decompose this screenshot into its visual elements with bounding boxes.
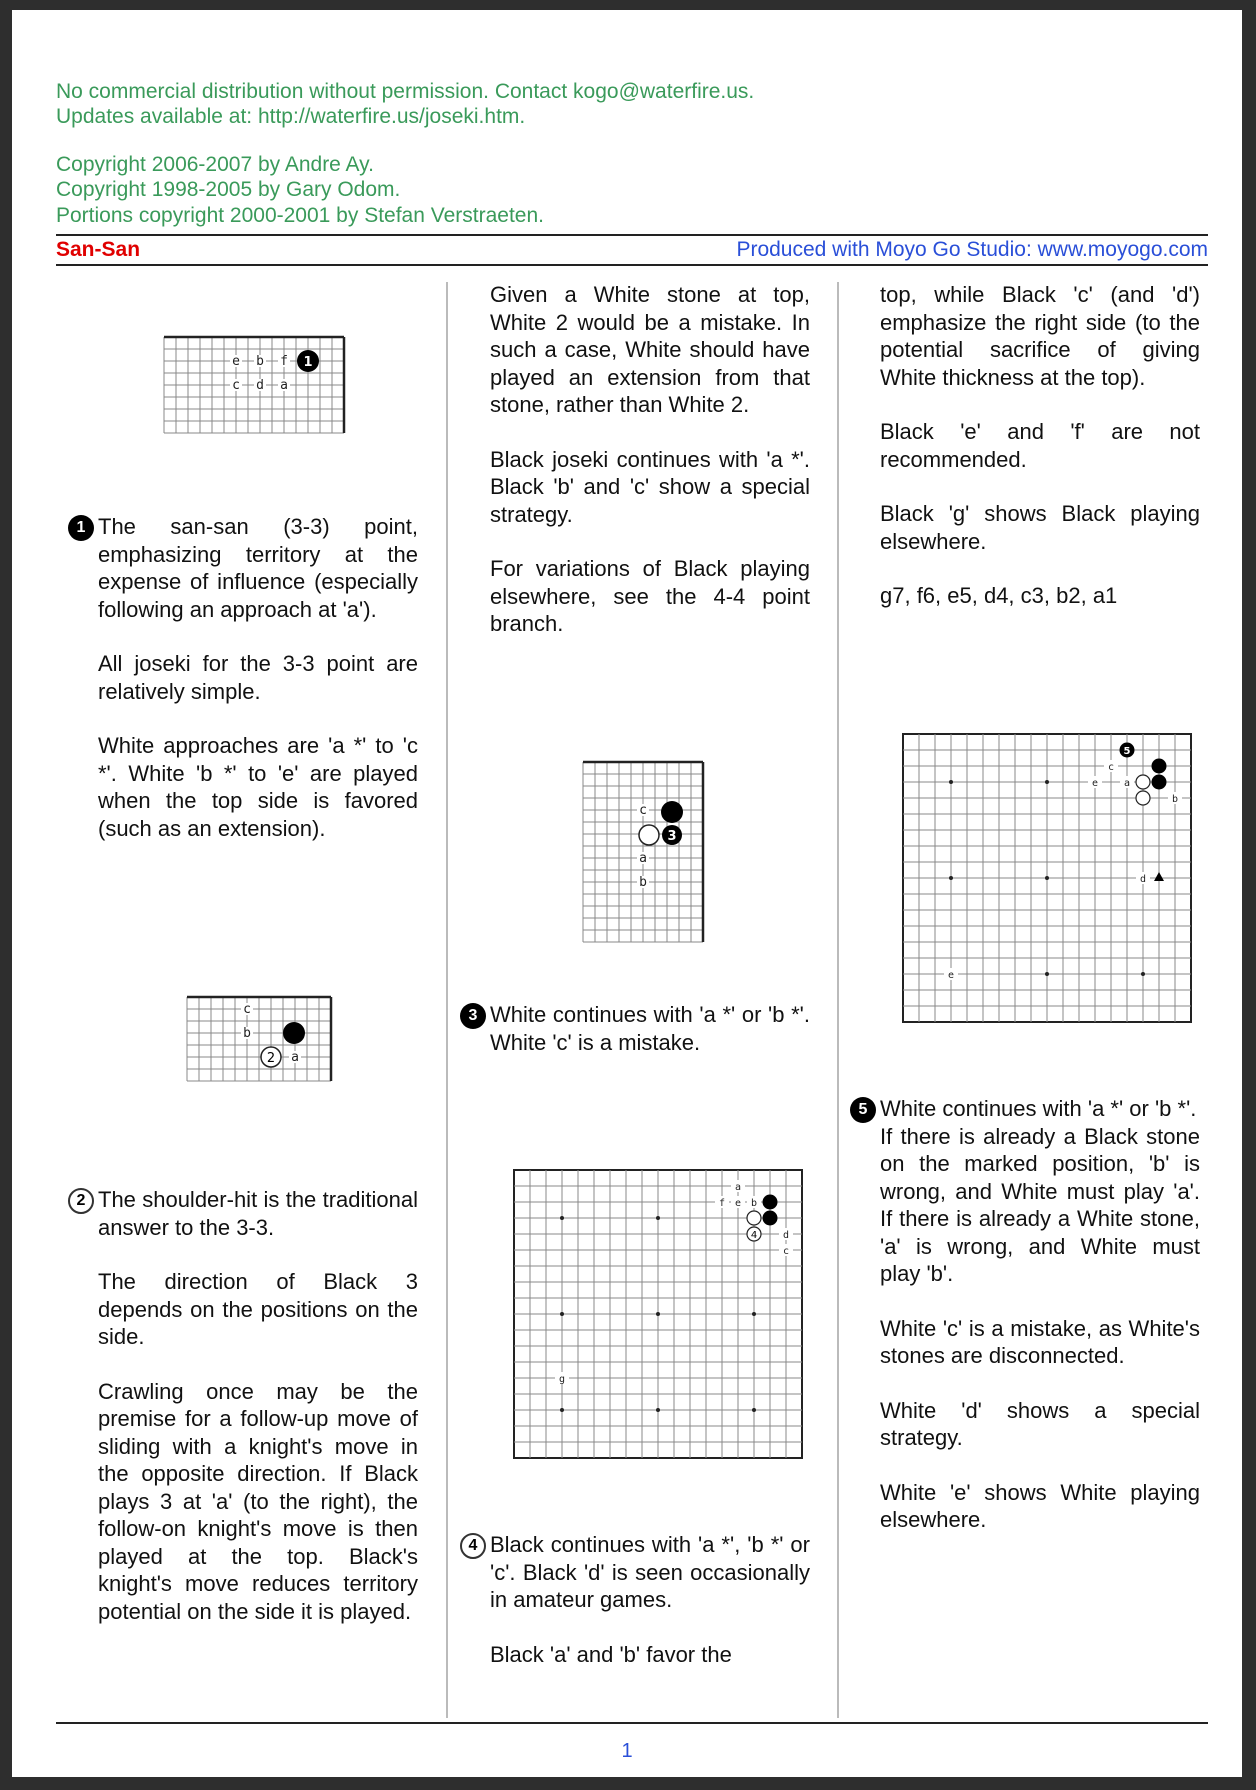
paragraph: top, while Black 'c' (and 'd') emphasize the right side (to the potential sacrifice of giving White thickness at the top). xyxy=(880,282,1200,390)
header-rule-top xyxy=(56,234,1208,236)
paragraph: Black joseki continues with 'a *'. Black 'b' and 'c' show a special strategy. xyxy=(490,446,810,527)
black-stone xyxy=(763,1195,778,1210)
paragraph: Crawling once may be the premise for a follow-up move of sliding with a knight's move in the opposite direction. If Black plays 3 at 'a' (to the right), the follow-on knight's move is then played at the top. Black's knight's move reduces territory potential on the side it is played. xyxy=(98,1378,418,1624)
paragraph: Black 'e' and 'f' are not recommended. xyxy=(880,419,1200,472)
move-number: 4 xyxy=(750,1230,758,1241)
distribution-notice: No commercial distribution without permission. Contact kogo@waterfire.us. xyxy=(56,80,755,103)
paragraph: If there is already a Black stone on the marked position, 'b' is wrong, and White must play 'a'. If there is already a White stone, 'a' is wrong, and White must play 'b'. xyxy=(880,1123,1200,1286)
column-divider-2 xyxy=(837,282,839,1718)
copyright-line-2: Copyright 1998-2005 by Gary Odom. xyxy=(56,178,401,201)
go-diagram-1 xyxy=(164,325,354,440)
go-diagram-4 xyxy=(502,1158,812,1468)
footer-rule xyxy=(56,1722,1208,1724)
letter-c: c xyxy=(782,1246,790,1257)
section-title: San-San xyxy=(56,238,141,261)
header-rule-bottom xyxy=(56,264,1208,266)
go-diagram-3 xyxy=(583,750,723,950)
paragraph: For variations of Black playing elsewhere, see the 4-4 point branch. xyxy=(490,556,810,636)
letter-e: e xyxy=(734,1198,742,1209)
paragraph: The san-san (3-3) point, emphasizing territory at the expense of influence (especially following an approach at 'a'). xyxy=(98,514,418,622)
letter-a: a xyxy=(291,1050,299,1065)
move-5-marker: 5 xyxy=(850,1097,876,1123)
white-stone xyxy=(1136,791,1150,805)
letter-d: d xyxy=(1139,874,1147,885)
paragraph: Black 'g' shows Black playing elsewhere. xyxy=(880,501,1200,554)
letter-b: b xyxy=(1171,794,1179,805)
move-2-marker: 2 xyxy=(68,1188,94,1214)
column-1-block-b xyxy=(98,1186,418,1625)
letter-f: f xyxy=(718,1198,726,1209)
letter-c: c xyxy=(639,803,647,818)
paragraph: The direction of Black 3 depends on the positions on the side. xyxy=(98,1269,418,1349)
black-stone xyxy=(661,801,683,823)
move-number: 5 xyxy=(1123,746,1131,757)
white-stone xyxy=(1136,775,1150,789)
letter-b: b xyxy=(256,354,264,369)
column-2-block-a xyxy=(490,281,810,638)
move-1-marker: 1 xyxy=(68,515,94,541)
letter-c: c xyxy=(1107,762,1115,773)
marked-position-triangle xyxy=(1154,872,1164,881)
paragraph: White 'c' is a mistake, as White's stones are disconnected. xyxy=(880,1315,1200,1368)
black-stone xyxy=(763,1211,778,1226)
move-number: 1 xyxy=(303,355,313,370)
column-2-block-c xyxy=(490,1531,810,1668)
letter-e: e xyxy=(947,970,955,981)
letter-a: a xyxy=(639,851,647,866)
paragraph: All joseki for the 3-3 point are relatively simple. xyxy=(98,651,418,704)
letter-f: f xyxy=(280,354,288,369)
copyright-line-1: Copyright 2006-2007 by Andre Ay. xyxy=(56,153,374,176)
column-1-block-a xyxy=(98,513,418,842)
move-4-marker: 4 xyxy=(460,1533,486,1559)
white-stone xyxy=(747,1211,761,1225)
letter-a: a xyxy=(1123,778,1131,789)
page-number: 1 xyxy=(621,1740,633,1762)
letter-d: d xyxy=(782,1230,790,1241)
paragraph: Given a White stone at top, White 2 would be a mistake. In such a case, White should have played an extension from that stone, rather than White 2. xyxy=(490,282,810,417)
paragraph: White 'd' shows a special strategy. xyxy=(880,1397,1200,1450)
move-3-marker: 3 xyxy=(460,1003,486,1029)
paragraph: Black continues with 'a *', 'b *' or 'c'. Black 'd' is seen occasionally in amateur games. xyxy=(490,1532,810,1612)
letter-b: b xyxy=(639,875,647,890)
letter-a: a xyxy=(280,378,288,393)
black-stone xyxy=(283,1022,305,1044)
letter-b: b xyxy=(750,1198,758,1209)
producer-link[interactable]: Produced with Moyo Go Studio: www.moyogo.com xyxy=(736,238,1208,261)
column-3-block-b xyxy=(880,1095,1200,1534)
paragraph: Black 'a' and 'b' favor the xyxy=(490,1641,732,1667)
paragraph: White approaches are 'a *' to 'c *'. White 'b *' to 'e' are played when the top side is favored (such as an extension). xyxy=(98,733,418,841)
paragraph: White 'e' shows White playing elsewhere. xyxy=(880,1479,1200,1532)
copyright-line-3: Portions copyright 2000-2001 by Stefan Verstraeten. xyxy=(56,204,544,227)
updates-notice: Updates available at: http://waterfire.us/joseki.htm. xyxy=(56,105,526,128)
letter-d: d xyxy=(256,378,264,393)
black-stone xyxy=(1152,775,1167,790)
column-divider-1 xyxy=(446,282,448,1718)
document-page xyxy=(12,10,1242,1777)
column-2-block-b xyxy=(490,1001,810,1056)
move-number: 3 xyxy=(667,829,677,844)
go-diagram-2 xyxy=(187,985,347,1085)
letter-g: g xyxy=(558,1374,566,1385)
paragraph: White continues with 'a *' or 'b *'. xyxy=(880,1096,1197,1121)
letter-e: e xyxy=(1091,778,1099,789)
black-stone xyxy=(1152,759,1167,774)
go-diagram-5 xyxy=(891,722,1201,1032)
letter-b: b xyxy=(243,1026,251,1041)
paragraph: The shoulder-hit is the traditional answer to the 3-3. xyxy=(98,1187,418,1240)
paragraph: White continues with 'a *' or 'b *'. White 'c' is a mistake. xyxy=(490,1002,810,1055)
letter-c: c xyxy=(243,1002,251,1017)
letter-e: e xyxy=(232,354,240,369)
column-3-block-a xyxy=(880,281,1200,610)
letter-a: a xyxy=(734,1182,742,1193)
letter-c: c xyxy=(232,378,240,393)
move-number: 2 xyxy=(266,1051,276,1066)
paragraph: g7, f6, e5, d4, c3, b2, a1 xyxy=(880,583,1118,608)
white-stone xyxy=(639,825,659,845)
